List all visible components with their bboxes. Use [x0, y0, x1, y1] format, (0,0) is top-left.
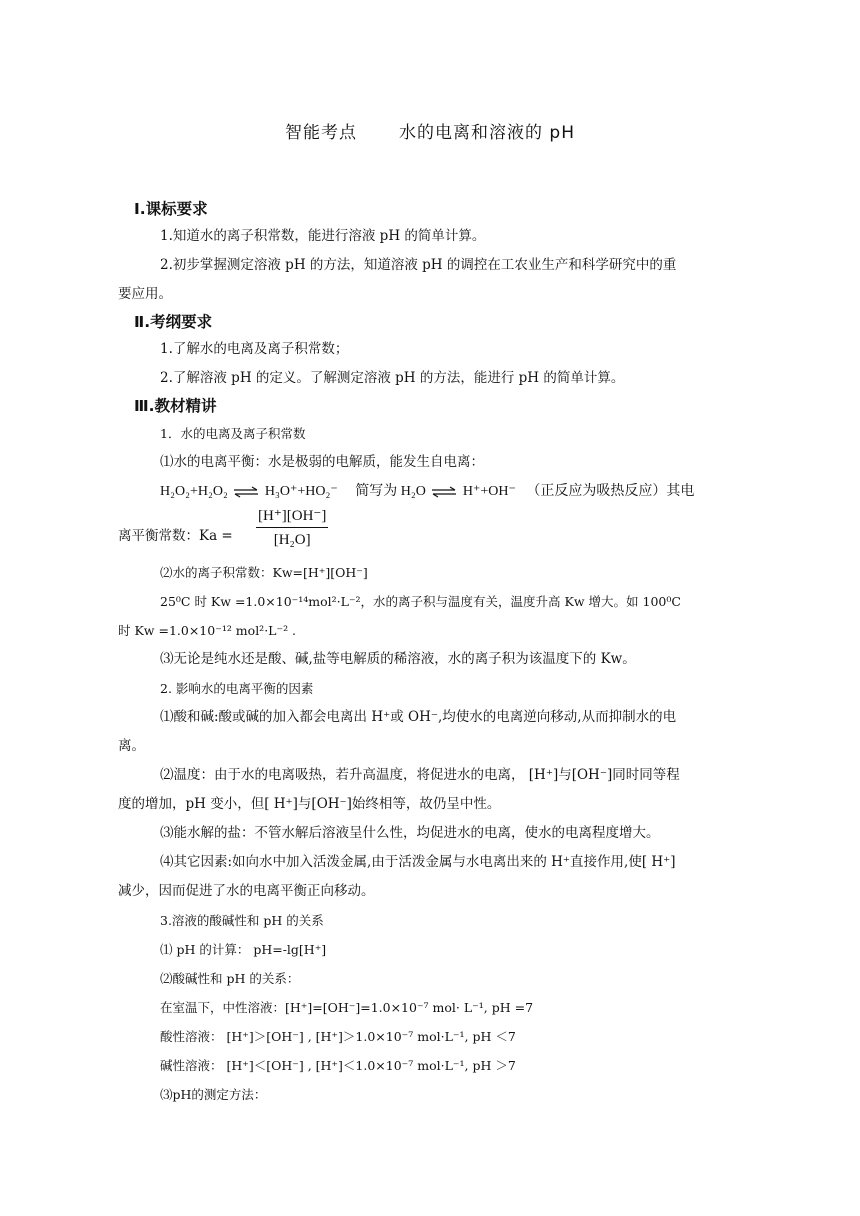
title-right: 水的电离和溶液的 pH — [399, 123, 575, 143]
ka-formula — [118, 506, 746, 558]
eq-right2: H⁺+OH⁻ — [462, 484, 516, 499]
title-left: 智能考点 — [285, 123, 357, 143]
equilibrium-arrow-icon — [431, 486, 457, 498]
subheading: 3.溶液的酸碱性和 pH 的关系 — [160, 913, 324, 928]
relation-acidic: 酸性溶液： [H⁺]＞[OH⁻] , [H⁺]＞1.0×10⁻⁷ mol·L⁻¹, pH ＜7 — [160, 1029, 516, 1044]
paragraph: 1.知道水的离子积常数，能进行溶液 pH 的简单计算。 — [160, 228, 486, 244]
paragraph: 1.了解水的电离及离子积常数； — [160, 341, 349, 357]
document-body — [118, 196, 746, 1109]
ka-denominator: [H₂O] — [273, 532, 311, 548]
paragraph: 2.了解溶液 pH 的定义。了解测定溶液 pH 的方法，能进行 pH 的简单计算。 — [160, 370, 625, 386]
paragraph: 2.初步掌握测定溶液 pH 的方法，知道溶液 pH 的调控在工农业生产和科学研究中的重 — [160, 257, 677, 273]
page-title — [0, 118, 860, 143]
paragraph: 时 Kw =1.0×10⁻¹² mol²·L⁻² . — [118, 623, 297, 638]
paragraph: 要应用。 — [118, 286, 172, 302]
paragraph: ⑴水的电离平衡：水是极弱的电解质，能发生自电离： — [160, 454, 484, 470]
paragraph: 减少，因而促进了水的电离平衡正向移动。 — [118, 883, 375, 899]
paragraph: 25⁰C 时 Kw =1.0×10⁻¹⁴mol²·L⁻²，水的离子积与温度有关，温度升高 Kw 增大。如 100⁰C — [160, 594, 681, 609]
eq-note: （正反应为吸热反应）其电 — [526, 484, 695, 499]
eq-left: H₂O₂+H₂O₂ — [160, 484, 228, 499]
eq-right: H₃O⁺+HO₂⁻ — [264, 484, 338, 499]
paragraph: ⑶pH的测定方法： — [160, 1087, 267, 1102]
paragraph: ⑵温度：由于水的电离吸热，若升高温度，将促进水的电离， [H⁺]与[OH⁻]同时同等程 — [160, 767, 680, 783]
paragraph: ⑵酸碱性和 pH 的关系： — [160, 971, 300, 986]
paragraph: ⑴ pH 的计算： pH=-lg[H⁺] — [160, 942, 327, 957]
eq-mid: 简写为 — [355, 484, 398, 499]
paragraph: 度的增加，pH 变小，但[ H⁺]与[OH⁻]始终相等，故仍呈中性。 — [118, 796, 501, 812]
relation-neutral: 在室温下，中性溶液：[H⁺]=[OH⁻]=1.0×10⁻⁷ mol· L⁻¹, pH =7 — [160, 1000, 534, 1015]
section-heading-2: Ⅱ.考纲要求 — [134, 313, 213, 331]
eq-left2: H₂O — [400, 484, 426, 499]
subheading: 2. 影响水的电离平衡的因素 — [160, 681, 314, 696]
paragraph: ⑶无论是纯水还是酸、碱,盐等电解质的稀溶液，水的离子积为该温度下的 Kw。 — [160, 651, 636, 667]
equilibrium-arrow-icon — [233, 486, 259, 498]
paragraph: ⑴酸和碱:酸或碱的加入都会电离出 H⁺或 OH⁻,均使水的电离逆向移动,从而抑制水的电 — [160, 709, 677, 725]
paragraph: ⑷其它因素:如向水中加入活泼金属,由于活泼金属与水电离出来的 H⁺直接作用,使[ H⁺] — [160, 854, 676, 870]
ka-label: 离平衡常数：Ka = — [118, 528, 233, 544]
relation-basic: 碱性溶液： [H⁺]＜[OH⁻] , [H⁺]＜1.0×10⁻⁷ mol·L⁻¹, pH ＞7 — [160, 1058, 516, 1073]
ka-fraction — [256, 506, 328, 549]
subheading: 1．水的电离及离子积常数 — [160, 426, 306, 441]
section-heading-3: Ⅲ.教材精讲 — [134, 397, 217, 415]
section-heading-1: Ⅰ.课标要求 — [134, 200, 208, 218]
equation-line — [118, 477, 746, 506]
ka-numerator: [H⁺][OH⁻] — [256, 506, 328, 528]
paragraph: ⑵水的离子积常数：Kw=[H⁺][OH⁻] — [160, 565, 368, 580]
paragraph: ⑶能水解的盐：不管水解后溶液呈什么性，均促进水的电离，使水的电离程度增大。 — [160, 825, 660, 841]
paragraph: 离。 — [118, 738, 145, 754]
